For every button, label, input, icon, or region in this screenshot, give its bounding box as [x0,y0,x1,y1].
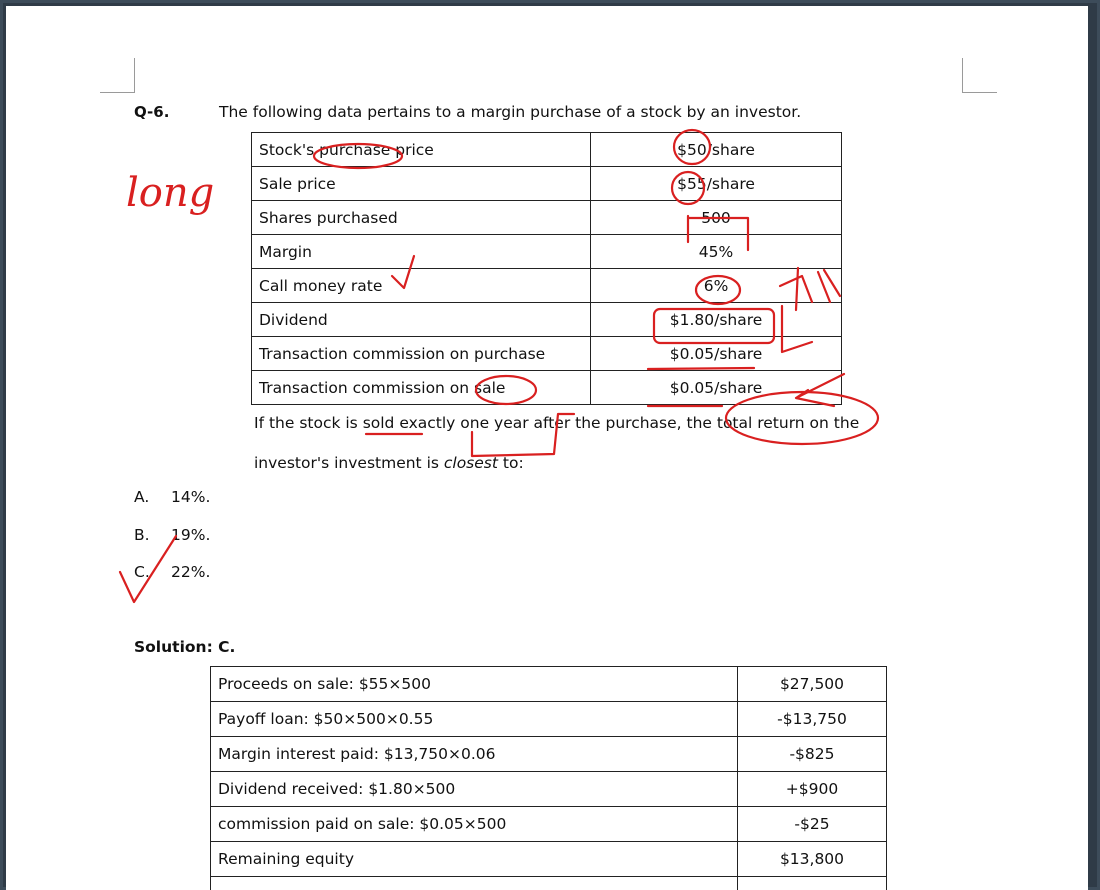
row-label: Transaction commission on sale [252,371,591,405]
row-label: Dividend received: $1.80×500 [211,772,738,807]
row-label: Dividend [252,303,591,337]
row-value: $27,500 [738,667,887,702]
circle-50 [674,130,710,164]
row-value: -$25 [738,807,887,842]
row-label: Shares purchased [252,201,591,235]
row-label: Sale price [252,167,591,201]
option-letter: C. [134,563,150,581]
dividend-arrow [782,306,812,352]
one-year-bracket [472,414,574,456]
row-value: $13,800 [738,842,887,877]
row-value: $0.05/share [591,371,842,405]
row-label: Payoff loan: $50×500×0.55 [211,702,738,737]
row-label: Transaction commission on purchase [252,337,591,371]
circle-sale [476,376,536,404]
document-page [6,6,1088,890]
row-label: Remaining equity [211,842,738,877]
question-text: The following data pertains to a margin purchase of a stock by an investor. [219,103,802,121]
option-letter: A. [134,488,150,506]
row-value: $0.05/share [591,337,842,371]
row-label: Margin interest paid: $13,750×0.06 [211,737,738,772]
prompt-text: to: [497,454,524,472]
row-value: +$900 [738,772,887,807]
row-label: Proceeds on sale: $55×500 [211,667,738,702]
chinese-note [780,268,840,310]
prompt-line-1: If the stock is sold exactly one year after the purchase, the total return on the [254,414,860,432]
row-value: $1.80/share [591,303,842,337]
row-value: 6% [591,269,842,303]
check-call-rate [392,256,414,288]
row-label: Call money rate [252,269,591,303]
row-label: Margin [252,235,591,269]
arrow-sale-comm [796,374,844,406]
answer-checkmark [120,536,176,602]
circle-purchase [314,144,402,168]
option-text: 14%. [171,488,211,506]
box-dividend [654,309,774,343]
circle-55 [672,172,704,204]
row-value: -$13,750 [738,702,887,737]
margin-note-long: long [126,170,215,216]
underline-commission [648,368,754,369]
handwritten-annotations [6,6,1088,890]
row-label: commission paid on sale: $0.05×500 [211,807,738,842]
option-text: 22%. [171,563,211,581]
row-value: -$825 [738,737,887,772]
solution-label: Solution: C. [134,638,236,656]
row-value: 45% [591,235,842,269]
row-value: $55/share [591,167,842,201]
question-label: Q-6. [134,103,170,121]
option-letter: B. [134,526,150,544]
row-value: 500 [591,201,842,235]
option-text: 19%. [171,526,211,544]
row-label: Stock's purchase price [252,133,591,167]
row-value: $50/share [591,133,842,167]
shares-bracket [688,216,748,250]
circle-6pct [696,276,740,304]
prompt-emphasis: closest [443,454,498,472]
prompt-text: investor's investment is [254,454,444,472]
